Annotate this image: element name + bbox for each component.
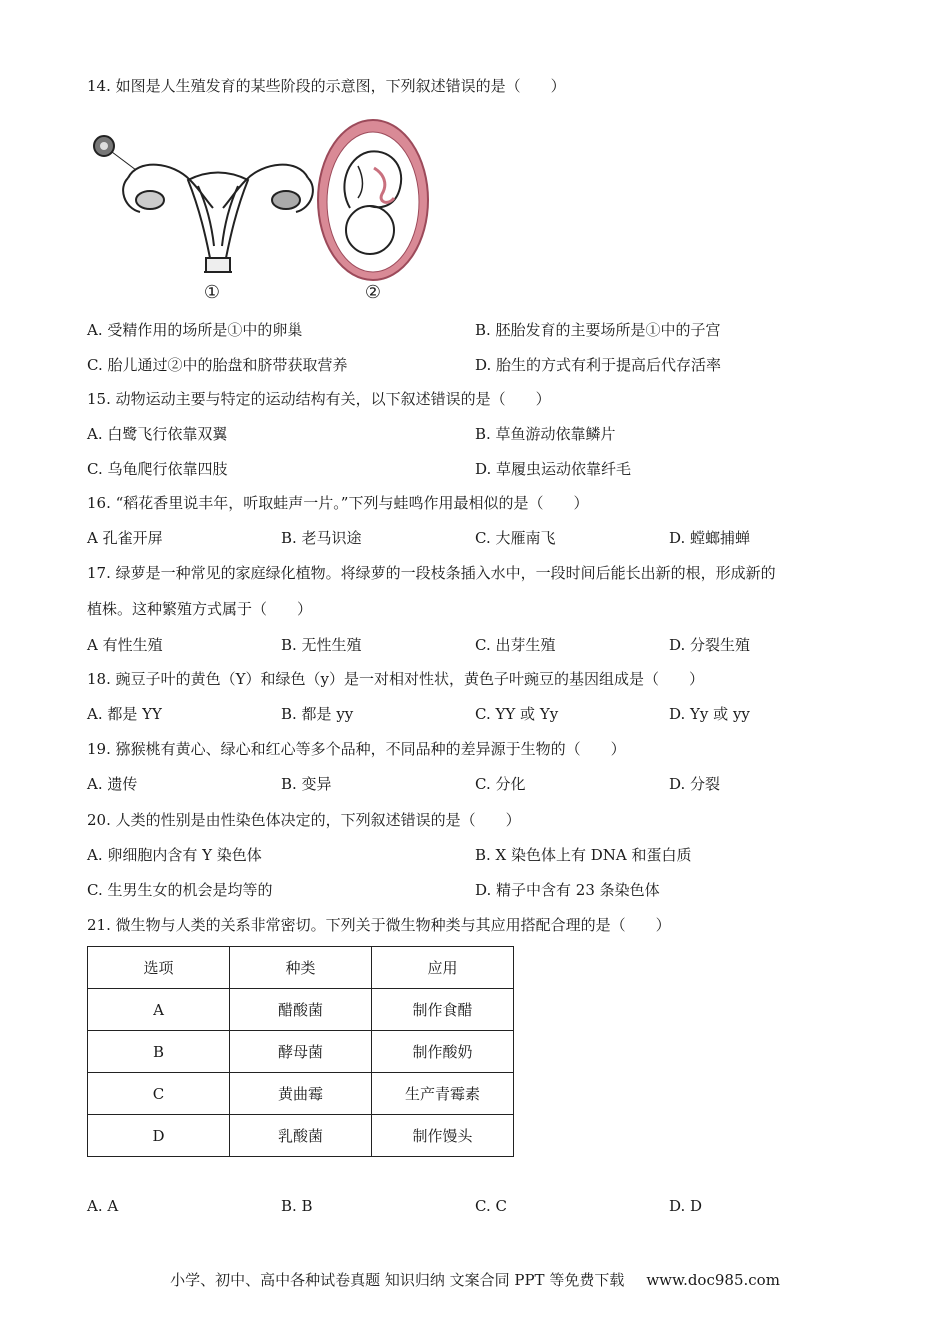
q20-option-d: D. 精子中含有 23 条染色体 (475, 881, 660, 899)
table-row (88, 1073, 514, 1115)
q20-option-c: C. 生男生女的机会是均等的 (87, 881, 273, 899)
table-header-row (88, 947, 514, 989)
q15-option-a: A. 白鹭飞行依靠双翼 (87, 425, 228, 443)
q19-option-a: A. 遗传 (87, 775, 138, 793)
q20-option-a: A. 卵细胞内含有 Y 染色体 (87, 846, 262, 864)
footer-url[interactable]: www.doc985.com (646, 1271, 780, 1289)
q16-option-b: B. 老马识途 (281, 529, 362, 547)
q21-option-a: A. A (87, 1197, 119, 1215)
question-21-stem: 21. 微生物与人类的关系非常密切。下列关于微生物种类与其应用搭配合理的是（ ） (87, 916, 671, 934)
footer-text: 小学、初中、高中各种试卷真题 知识归纳 文案合同 PPT 等免费下载 (170, 1271, 625, 1289)
q20-option-b: B. X 染色体上有 DNA 和蛋白质 (475, 846, 692, 864)
question-17-stem: 17. 绿萝是一种常见的家庭绿化植物。将绿萝的一段枝条插入水中，一段时间后能长出新的根，形成新的 (87, 564, 776, 582)
q18-option-b: B. 都是 yy (281, 705, 354, 723)
table-cell: A (88, 989, 230, 1031)
table-cell: B (88, 1031, 230, 1073)
q16-option-d: D. 螳螂捕蝉 (669, 529, 751, 547)
q18-option-d: D. Yy 或 yy (669, 705, 750, 723)
table-cell: 制作酸奶 (372, 1031, 514, 1073)
table-cell: 制作馒头 (372, 1115, 514, 1157)
question-14-stem: 14. 如图是人生殖发育的某些阶段的示意图，下列叙述错误的是（ ） (87, 77, 566, 95)
table-cell: 生产青霉素 (372, 1073, 514, 1115)
q15-option-d: D. 草履虫运动依靠纤毛 (475, 460, 632, 478)
table-header-cell: 应用 (372, 947, 514, 989)
q18-option-a: A. 都是 YY (87, 705, 162, 723)
q16-option-a: A 孔雀开屏 (87, 529, 163, 547)
microbe-table (87, 946, 514, 1157)
q17-option-b: B. 无性生殖 (281, 636, 362, 654)
question-19-stem: 19. 猕猴桃有黄心、绿心和红心等多个品种，不同品种的差异源于生物的（ ） (87, 740, 626, 758)
q21-option-b: B. B (281, 1197, 313, 1215)
table-cell: 酵母菌 (230, 1031, 372, 1073)
table-row (88, 1115, 514, 1157)
q19-option-c: C. 分化 (475, 775, 526, 793)
q19-option-d: D. 分裂 (669, 775, 721, 793)
page-footer (0, 1270, 950, 1290)
table-cell: 黄曲霉 (230, 1073, 372, 1115)
question-18-stem: 18. 豌豆子叶的黄色（Y）和绿色（y）是一对相对性状，黄色子叶豌豆的基因组成是（ ） (87, 670, 705, 688)
q17-option-a: A 有性生殖 (87, 636, 163, 654)
table-row (88, 1031, 514, 1073)
figure-label-2: ② (364, 282, 382, 303)
question-15-stem: 15. 动物运动主要与特定的运动结构有关，以下叙述错误的是（ ） (87, 390, 551, 408)
table-header-cell: 种类 (230, 947, 372, 989)
q14-option-a: A. 受精作用的场所是①中的卵巢 (87, 321, 303, 339)
reproduction-figure (88, 118, 438, 308)
q19-option-b: B. 变异 (281, 775, 332, 793)
q14-option-c: C. 胎儿通过②中的胎盘和脐带获取营养 (87, 356, 348, 374)
q18-option-c: C. YY 或 Yy (475, 705, 559, 723)
table-row (88, 989, 514, 1031)
table-cell: D (88, 1115, 230, 1157)
q14-option-d: D. 胎生的方式有利于提高后代存活率 (475, 356, 722, 374)
figure-label-1: ① (203, 282, 221, 303)
question-20-stem: 20. 人类的性别是由性染色体决定的，下列叙述错误的是（ ） (87, 811, 521, 829)
q17-option-c: C. 出芽生殖 (475, 636, 556, 654)
q15-option-b: B. 草鱼游动依靠鳞片 (475, 425, 616, 443)
question-17-stem-cont: 植株。这种繁殖方式属于（ ） (87, 600, 313, 618)
q15-option-c: C. 乌龟爬行依靠四肢 (87, 460, 228, 478)
table-cell: 制作食醋 (372, 989, 514, 1031)
uterus-diagram (94, 136, 313, 272)
question-16-stem: 16. “稻花香里说丰年，听取蛙声一片。”下列与蛙鸣作用最相似的是（ ） (87, 494, 589, 512)
q21-option-c: C. C (475, 1197, 507, 1215)
q14-option-b: B. 胚胎发育的主要场所是①中的子宫 (475, 321, 721, 339)
table-cell: 乳酸菌 (230, 1115, 372, 1157)
fetus-diagram (318, 120, 428, 280)
q16-option-c: C. 大雁南飞 (475, 529, 556, 547)
table-cell: 醋酸菌 (230, 989, 372, 1031)
q17-option-d: D. 分裂生殖 (669, 636, 751, 654)
q21-option-d: D. D (669, 1197, 703, 1215)
table-cell: C (88, 1073, 230, 1115)
table-header-cell: 选项 (88, 947, 230, 989)
